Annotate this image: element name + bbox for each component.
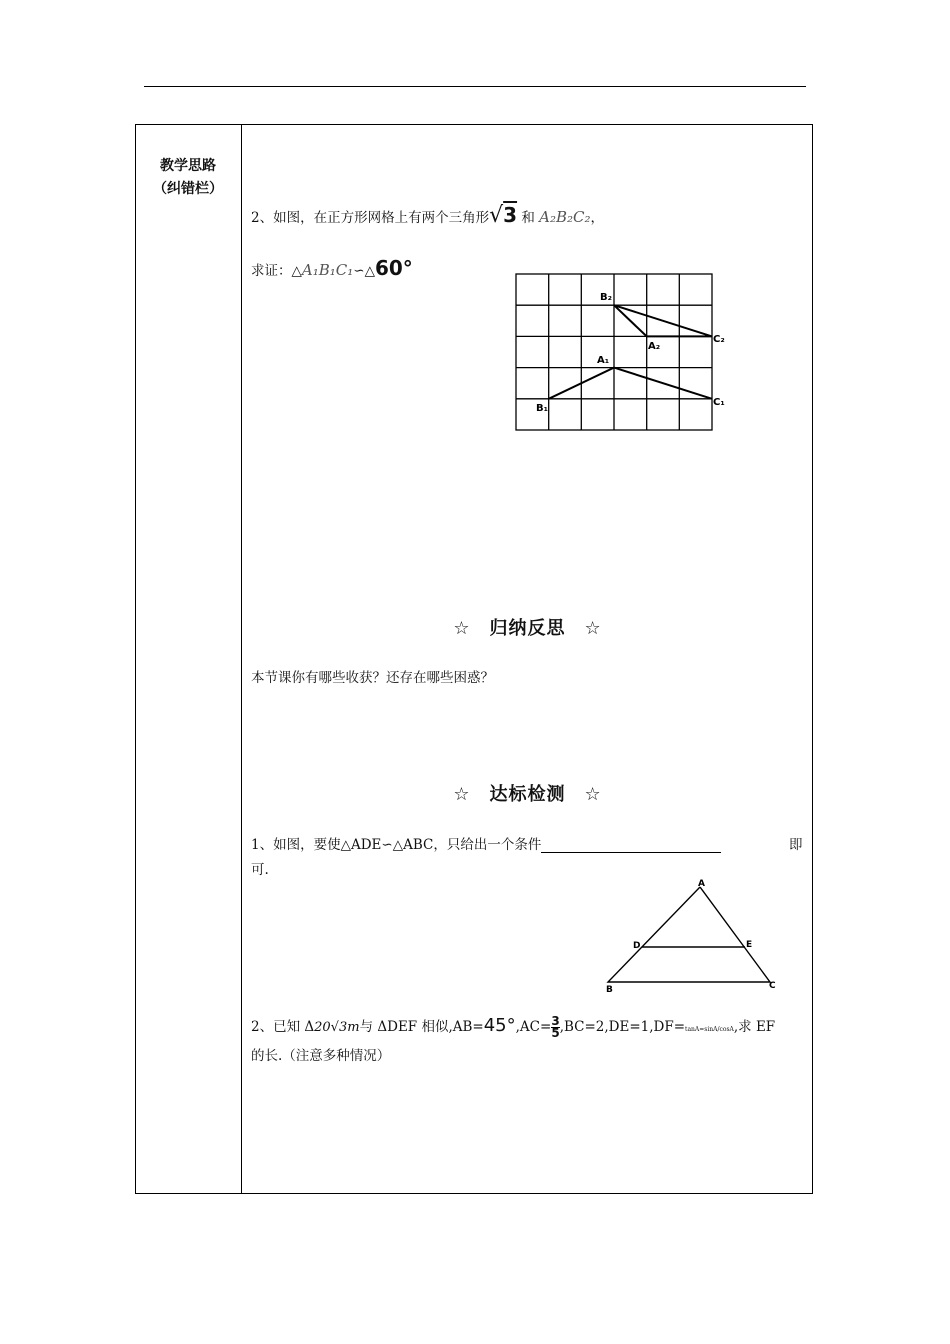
similar-sign: ∽△	[353, 263, 375, 279]
angle-60: 60°	[374, 256, 413, 280]
sqrt-symbol: √	[489, 203, 504, 228]
q2-prove	[251, 256, 413, 280]
column-divider	[241, 124, 242, 1194]
label-c2: C₂	[713, 334, 725, 345]
q2-prefix: 2、如图，在正方形网格上有两个三角形	[251, 210, 490, 226]
q2-and: 和	[521, 210, 535, 226]
label-c: C	[769, 981, 776, 991]
value-45: 45°	[483, 1015, 516, 1036]
header-rule	[144, 86, 806, 87]
test2-part5: ,求 EF	[733, 1019, 776, 1035]
test1-tail: 即	[789, 837, 803, 853]
fraction-3-5	[551, 1016, 559, 1039]
triangle-a1b1c1-shape	[549, 368, 712, 399]
grid-figure	[500, 270, 740, 440]
section-reflect-title: ☆ 归纳反思 ☆	[453, 618, 602, 639]
sqrt-radicand: 3	[503, 203, 518, 227]
prove-label: 求证：△	[251, 263, 302, 279]
label-b1: B₁	[536, 403, 549, 414]
test1-text: 1、如图，要使△ADE∽△ABC，只给出一个条件	[251, 837, 542, 853]
sidebar-title: 教学思路	[160, 158, 216, 174]
section-test-title: ☆ 达标检测 ☆	[453, 784, 602, 805]
label-c1: C₁	[713, 397, 725, 408]
label-b2: B₂	[600, 292, 613, 303]
label-a1: A₁	[597, 355, 610, 366]
label-a2: A₂	[648, 341, 661, 352]
test2-part3: ,AC=	[515, 1019, 552, 1035]
triangle-abc	[608, 887, 770, 982]
triangle-a2b2c2: A₂B₂C₂	[539, 208, 591, 226]
fraction-den: 5	[551, 1026, 560, 1040]
answer-blank[interactable]	[541, 838, 721, 853]
tan-formula: tanA=sinA/cosA	[685, 1026, 734, 1033]
test2-part4: ,BC=2,DE=1,DF=	[559, 1019, 686, 1035]
label-b: B	[606, 985, 613, 995]
triangle-figure	[598, 875, 798, 995]
sidebar-subtitle: （纠错栏）	[153, 181, 223, 197]
fraction-num: 3	[551, 1014, 560, 1028]
test2-statement	[251, 1015, 775, 1039]
expr-20sqrt3m: 20√3m	[314, 1020, 360, 1035]
label-a: A	[698, 879, 705, 889]
test1-cont: 可.	[251, 862, 269, 878]
reflect-prompt: 本节课你有哪些收获？还存在哪些困惑？	[251, 670, 494, 686]
triangle-a1b1c1: A₁B₁C₁	[301, 261, 354, 279]
q2-comma: ，	[590, 210, 605, 226]
label-e: E	[746, 940, 753, 950]
label-d: D	[633, 941, 641, 951]
test2-part2: 与 ΔDEF 相似,AB=	[359, 1019, 484, 1035]
q2-statement	[251, 203, 604, 228]
test2-line2: 的长.（注意多种情况）	[251, 1048, 391, 1064]
triangle-a2b2c2-shape	[614, 305, 712, 336]
test2-part1: 2、已知 Δ	[251, 1019, 315, 1035]
test1-statement	[251, 833, 721, 853]
